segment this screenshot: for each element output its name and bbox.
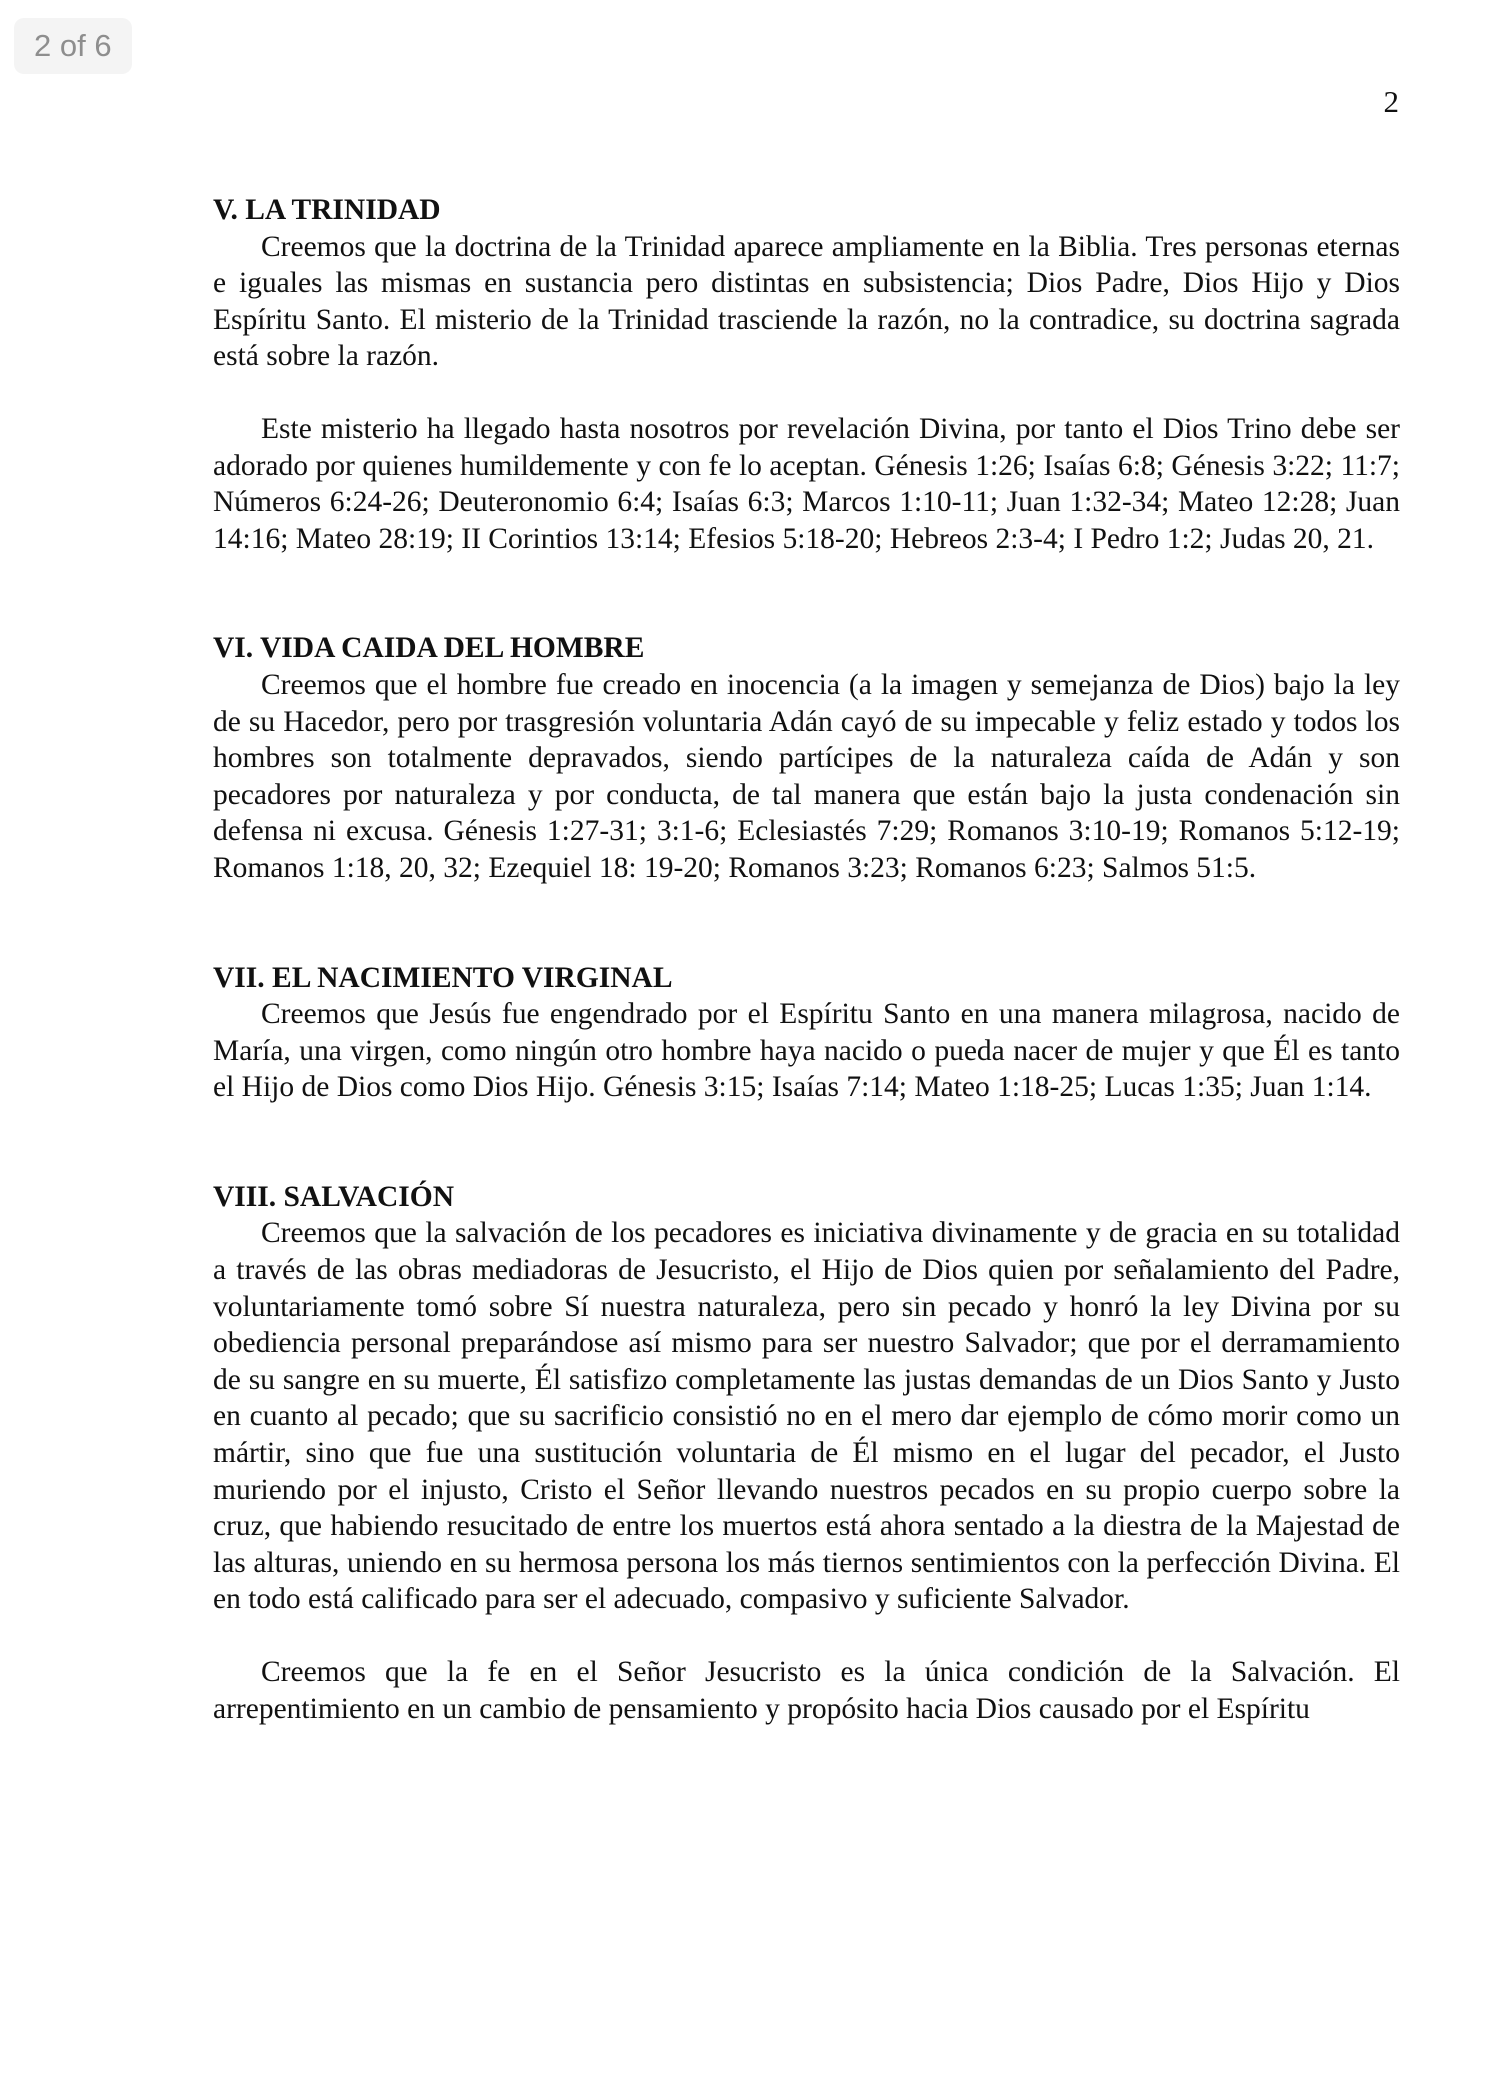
paragraph: Creemos que la salvación de los pecadores es iniciativa divinamente y de gracia en su totalidad a través de las obras mediadoras de Jesucristo, el Hijo de Dios quien por señalamiento del Padre, voluntariamente tomó sobre Sí nuestra naturaleza, pero sin pecado y honró la ley Divina por su obediencia personal preparándose así mismo para ser nuestro Salvador; que por el derramamiento de su sangre en su muerte, Él satisfizo completamente las justas demandas de un Dios Santo y Justo en cuanto al pecado; que su sacrificio consistió no en el mero dar ejemplo de cómo morir como un mártir, sino que fue una sustitución voluntaria de Él mismo en el lugar del pecador, el Justo muriendo por el injusto, Cristo el Señor llevando nuestros pecados en su propio cuerpo sobre la cruz, que habiendo resucitado de entre los muertos está ahora sentado a la diestra de la Majestad de las alturas, uniendo en su hermosa persona los más tiernos sentimientos con la perfección Divina. El en todo está calificado para ser el adecuado, compasivo y suficiente Salvador. [213, 1217, 1400, 1616]
section-heading: VII. EL NACIMIENTO VIRGINAL [213, 961, 673, 994]
section-nacimiento-virginal [213, 960, 1400, 1106]
section-heading: VI. VIDA CAIDA DEL HOMBRE [213, 632, 645, 665]
paragraph: Creemos que la fe en el Señor Jesucristo es la única condición de la Salvación. El arrepentimiento en un cambio de pensamiento y propósito hacia Dios causado por el Espíritu [213, 1656, 1400, 1725]
section-trinidad [213, 192, 1400, 557]
section-vida-caida [213, 630, 1400, 886]
section-heading: VIII. SALVACIÓN [213, 1180, 455, 1213]
section-salvacion [213, 1179, 1400, 1727]
document-body [213, 192, 1400, 1727]
paragraph: Creemos que la doctrina de la Trinidad aparece ampliamente en la Biblia. Tres personas eternas e iguales las mismas en sustancia pero distintas en subsistencia; Dios Padre, Dios Hijo y Dios Espíritu Santo. El misterio de la Trinidad trasciende la razón, no la contradice, su doctrina sagrada está sobre la razón. [213, 230, 1400, 373]
page-indicator[interactable]: 2 of 6 [14, 18, 132, 74]
paragraph: Creemos que el hombre fue creado en inocencia (a la imagen y semejanza de Dios) bajo la ley de su Hacedor, pero por trasgresión voluntaria Adán cayó de su impecable y feliz estado y todos los hombres son totalmente depravados, siendo partícipes de la naturaleza caída de Adán y son pecadores por naturaleza y por conducta, de tal manera que están bajo la justa condenación sin defensa ni excusa. Génesis 1:27-31; 3:1-6; Eclesiastés 7:29; Romanos 3:10-19; Romanos 5:12-19; Romanos 1:18, 20, 32; Ezequiel 18: 19-20; Romanos 3:23; Romanos 6:23; Salmos 51:5. [213, 668, 1400, 884]
paragraph: Creemos que Jesús fue engendrado por el Espíritu Santo en una manera milagrosa, nacido de María, una virgen, como ningún otro hombre haya nacido o pueda nacer de mujer y que Él es tanto el Hijo de Dios como Dios Hijo. Génesis 3:15; Isaías 7:14; Mateo 1:18-25; Lucas 1:35; Juan 1:14. [213, 998, 1400, 1104]
section-heading: V. LA TRINIDAD [213, 194, 441, 226]
page-number: 2 [1383, 84, 1399, 119]
paragraph: Este misterio ha llegado hasta nosotros por revelación Divina, por tanto el Dios Trino debe ser adorado por quienes humildemente y con fe lo aceptan. Génesis 1:26; Isaías 6:8; Génesis 3:22; 11:7; Números 6:24-26; Deuteronomio 6:4; Isaías 6:3; Marcos 1:10-11; Juan 1:32-34; Mateo 12:28; Juan 14:16; Mateo 28:19; II Corintios 13:14; Efesios 5:18-20; Hebreos 2:3-4; I Pedro 1:2; Judas 20, 21. [213, 412, 1400, 555]
